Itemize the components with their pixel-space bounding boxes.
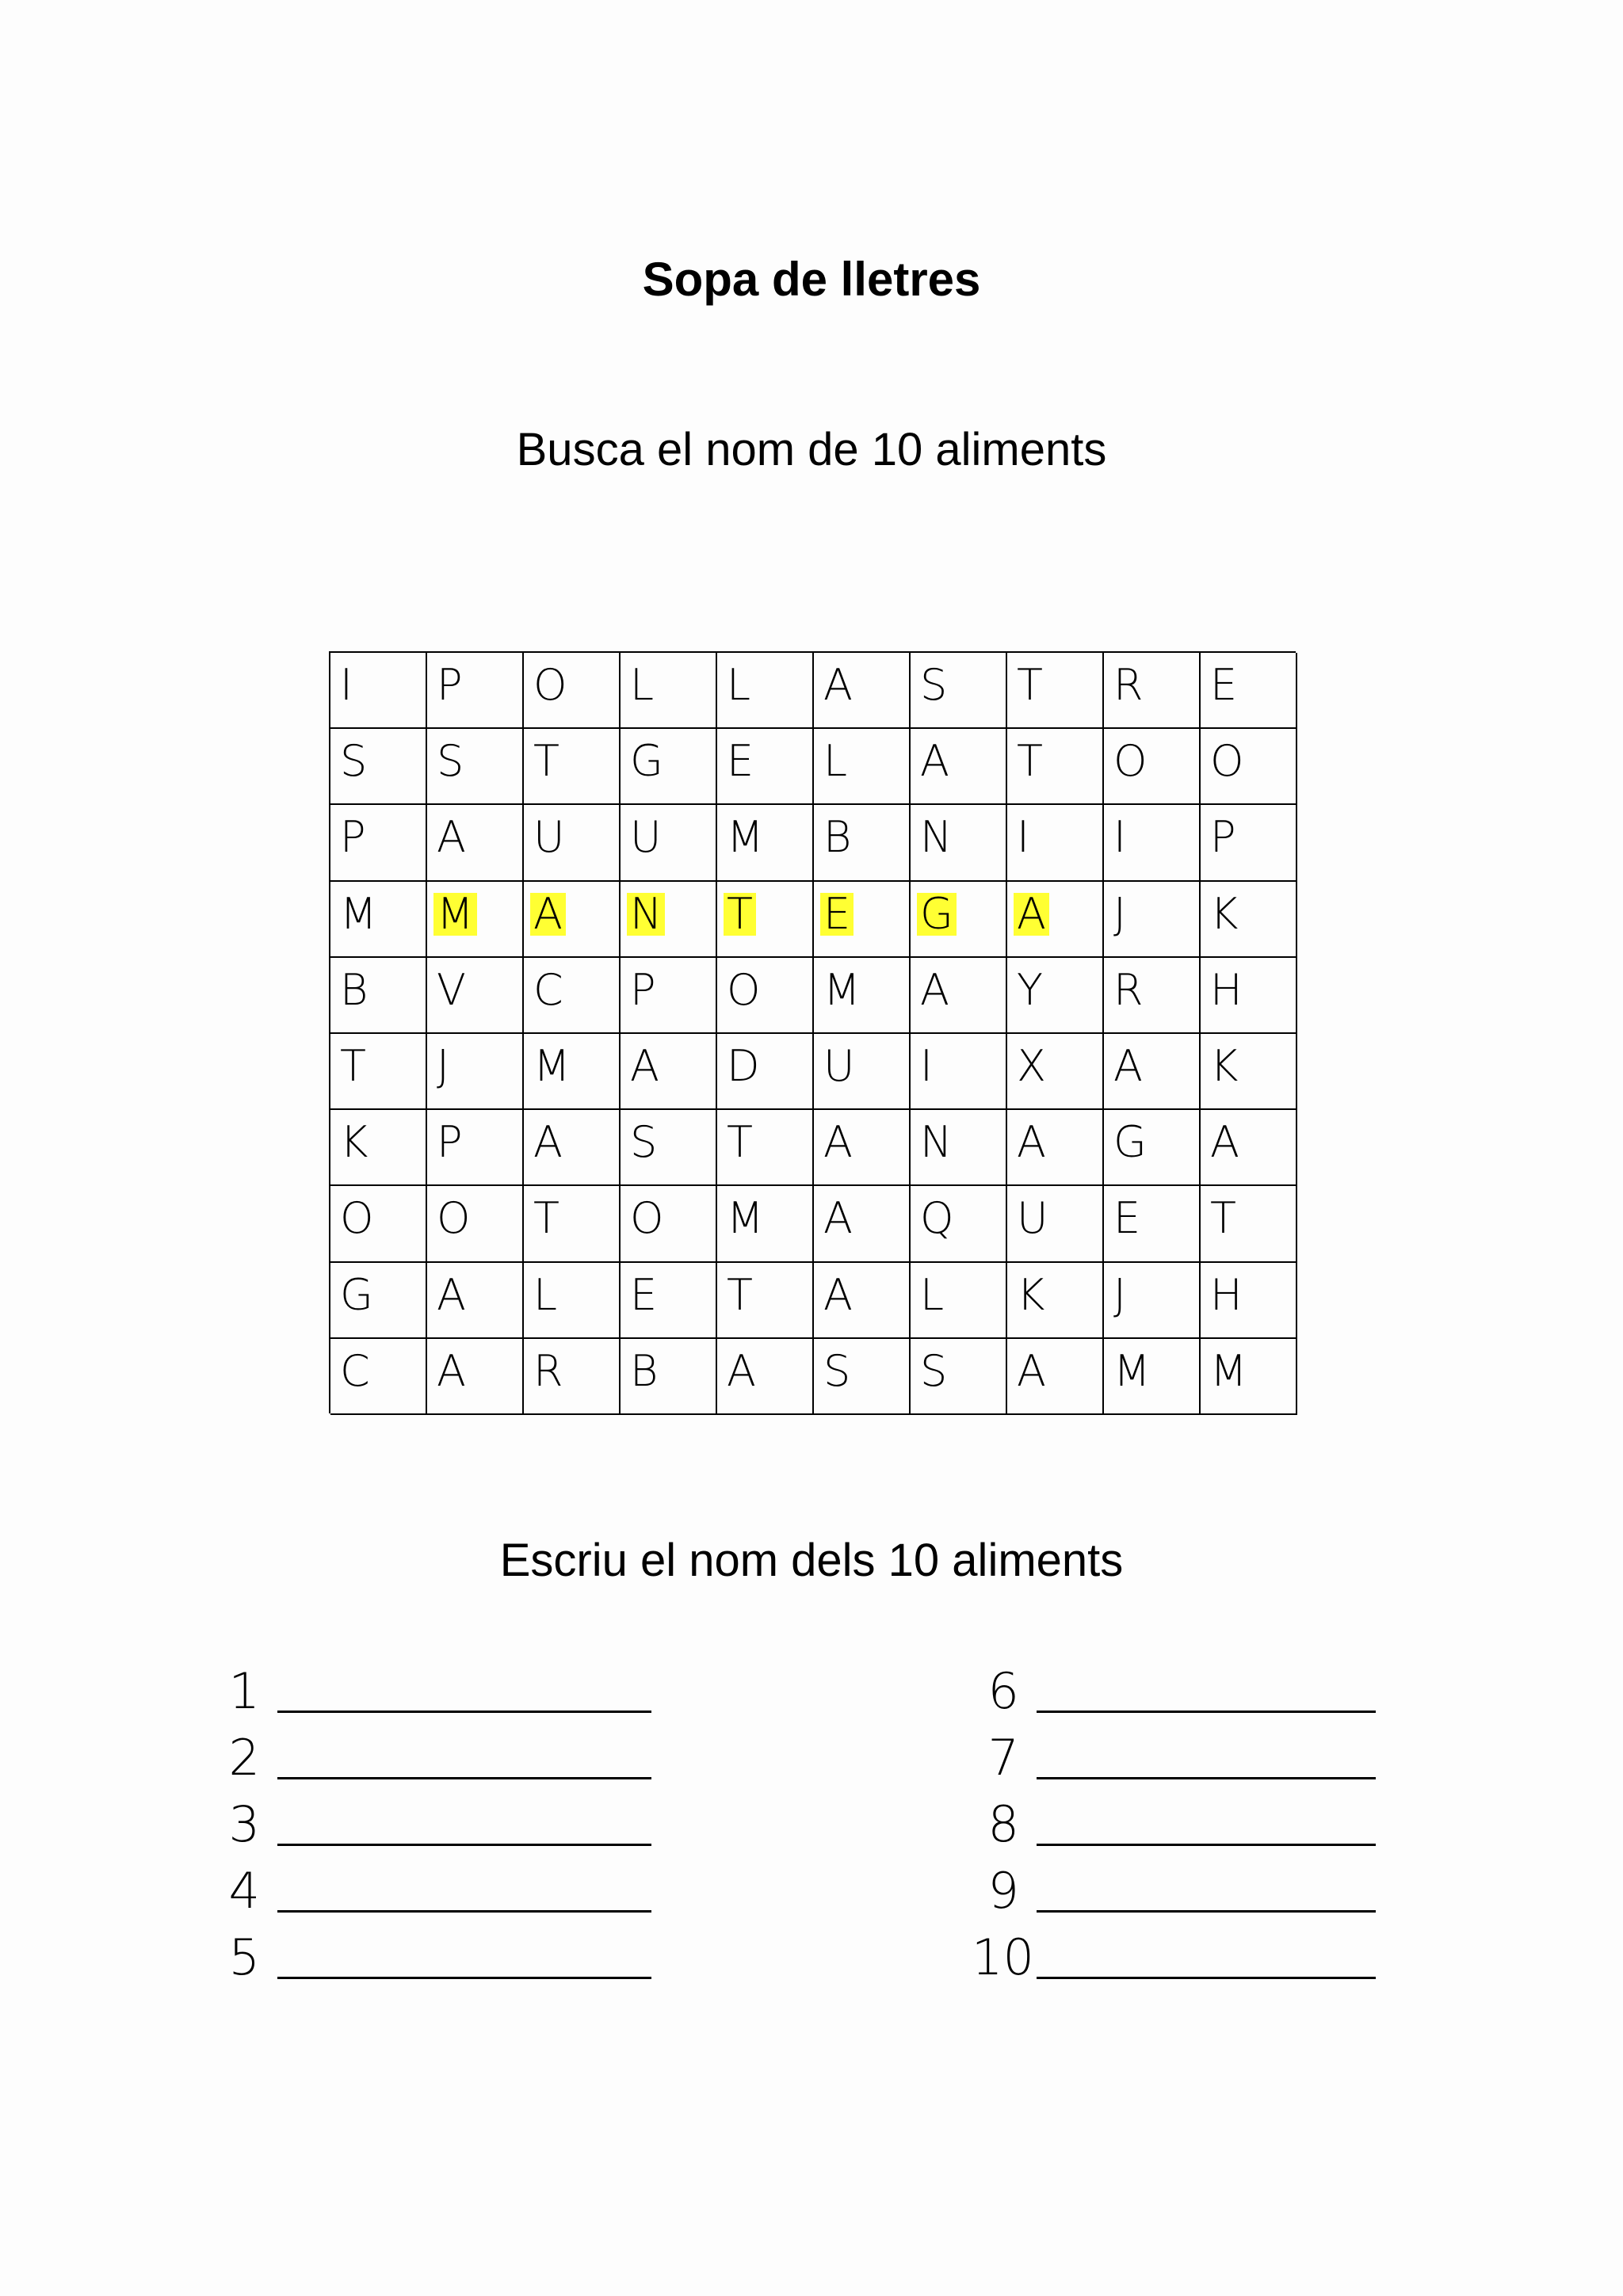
answer-item: [212, 1919, 651, 1986]
grid-letter: T: [533, 1193, 559, 1244]
grid-letter: B: [340, 964, 369, 1015]
grid-cell[interactable]: [1007, 1339, 1104, 1415]
answer-number: 2: [228, 1729, 260, 1787]
answer-item: [972, 1786, 1376, 1853]
grid-letter: A: [437, 812, 466, 863]
grid-letter: T: [727, 1269, 753, 1320]
grid-cell[interactable]: [717, 958, 814, 1034]
grid-cell[interactable]: [1007, 1034, 1104, 1110]
grid-cell[interactable]: [717, 1339, 814, 1415]
grid-letter: Q: [920, 1193, 954, 1244]
grid-cell[interactable]: [911, 805, 1007, 881]
worksheet-title: Sopa de lletres: [642, 253, 981, 306]
grid-cell[interactable]: [1007, 1186, 1104, 1262]
grid-cell[interactable]: [1007, 729, 1104, 805]
grid-letter: L: [727, 660, 751, 710]
grid-cell[interactable]: [330, 805, 427, 881]
grid-letter: P: [340, 812, 366, 863]
answer-number: 4: [228, 1862, 260, 1920]
grid-letter: D: [727, 1040, 760, 1091]
grid-letter: E: [727, 736, 754, 787]
grid-cell[interactable]: [621, 1034, 717, 1110]
grid-cell[interactable]: [717, 653, 814, 729]
grid-cell[interactable]: [621, 805, 717, 881]
grid-letter: A: [437, 1269, 466, 1320]
grid-cell[interactable]: [814, 958, 911, 1034]
answer-item: [212, 1786, 651, 1853]
grid-letter: Y: [1017, 964, 1043, 1015]
grid-letter: R: [1113, 660, 1144, 710]
grid-letter: U: [823, 1040, 855, 1091]
grid-cell[interactable]: [330, 1263, 427, 1339]
grid-letter: I: [340, 660, 353, 710]
grid-cell[interactable]: [1201, 958, 1297, 1034]
grid-letter: P: [630, 964, 656, 1015]
grid-cell[interactable]: [814, 805, 911, 881]
grid-letter: A: [1017, 1345, 1046, 1396]
answer-number: 1: [228, 1662, 260, 1720]
answer-number: 8: [987, 1795, 1019, 1853]
grid-cell[interactable]: [621, 1110, 717, 1186]
grid-cell[interactable]: [524, 1186, 621, 1262]
answer-blank-line[interactable]: [277, 1844, 651, 1846]
grid-letter: T: [533, 736, 559, 787]
grid-cell[interactable]: [1201, 1339, 1297, 1415]
grid-cell[interactable]: [330, 729, 427, 805]
grid-cell[interactable]: [717, 1110, 814, 1186]
answer-blank-line[interactable]: [277, 1977, 651, 1979]
grid-letter: S: [920, 1345, 948, 1396]
answer-item: [212, 1719, 651, 1787]
grid-cell[interactable]: [330, 1186, 427, 1262]
grid-letter: L: [920, 1269, 945, 1320]
grid-cell[interactable]: [1104, 805, 1201, 881]
grid-letter: N: [920, 812, 953, 863]
grid-cell[interactable]: [621, 958, 717, 1034]
grid-letter: U: [1017, 1193, 1048, 1244]
grid-cell[interactable]: [427, 653, 524, 729]
grid-cell[interactable]: [1104, 1339, 1201, 1415]
grid-cell[interactable]: [427, 1034, 524, 1110]
answer-item: [972, 1719, 1376, 1787]
grid-letter: K: [1210, 1040, 1239, 1091]
grid-letter: M: [1113, 1345, 1151, 1396]
grid-letter: E: [820, 893, 854, 936]
grid-letter: M: [727, 812, 764, 863]
grid-cell[interactable]: [524, 653, 621, 729]
grid-letter: A: [920, 964, 949, 1015]
grid-letter: N: [627, 893, 665, 936]
grid-cell[interactable]: [1007, 1263, 1104, 1339]
answer-blank-line[interactable]: [277, 1711, 651, 1713]
grid-cell[interactable]: [1104, 1110, 1201, 1186]
grid-letter: T: [1017, 736, 1043, 787]
grid-letter: V: [437, 964, 466, 1015]
grid-letter: L: [630, 660, 655, 710]
grid-letter: M: [533, 1040, 571, 1091]
answer-blank-line[interactable]: [1037, 1844, 1376, 1846]
grid-letter: L: [823, 736, 848, 787]
grid-letter: A: [1113, 1040, 1143, 1091]
grid-cell[interactable]: [814, 1034, 911, 1110]
answer-blank-line[interactable]: [277, 1777, 651, 1779]
grid-cell[interactable]: [427, 958, 524, 1034]
grid-letter: M: [340, 888, 377, 939]
grid-cell[interactable]: [330, 1034, 427, 1110]
grid-cell[interactable]: [911, 1110, 1007, 1186]
grid-letter: A: [630, 1040, 659, 1091]
grid-letter: B: [630, 1345, 659, 1396]
grid-cell[interactable]: [717, 882, 814, 958]
grid-cell[interactable]: [1104, 958, 1201, 1034]
grid-cell[interactable]: [621, 882, 717, 958]
grid-letter: S: [920, 660, 948, 710]
answer-blank-line[interactable]: [277, 1910, 651, 1913]
grid-letter: G: [340, 1269, 373, 1320]
grid-cell[interactable]: [427, 1186, 524, 1262]
grid-letter: S: [630, 1117, 658, 1168]
grid-cell[interactable]: [814, 1339, 911, 1415]
grid-letter: M: [727, 1193, 764, 1244]
answer-number: 6: [987, 1662, 1019, 1720]
grid-cell[interactable]: [814, 1186, 911, 1262]
grid-letter: O: [1210, 736, 1244, 787]
grid-cell[interactable]: [1201, 805, 1297, 881]
grid-cell[interactable]: [1201, 729, 1297, 805]
grid-letter: B: [823, 812, 852, 863]
grid-letter: A: [823, 1193, 853, 1244]
grid-letter: T: [1210, 1193, 1236, 1244]
grid-cell[interactable]: [621, 653, 717, 729]
answer-number: 5: [228, 1928, 260, 1986]
grid-cell[interactable]: [1201, 1263, 1297, 1339]
grid-cell[interactable]: [1201, 1186, 1297, 1262]
grid-letter: C: [533, 964, 563, 1015]
grid-letter: G: [630, 736, 663, 787]
grid-cell[interactable]: [1201, 1034, 1297, 1110]
grid-letter: K: [1210, 888, 1239, 939]
grid-cell[interactable]: [1104, 1263, 1201, 1339]
grid-cell[interactable]: [1104, 1186, 1201, 1262]
grid-cell[interactable]: [1201, 1110, 1297, 1186]
grid-letter: R: [533, 1345, 563, 1396]
grid-cell[interactable]: [911, 1034, 1007, 1110]
grid-cell[interactable]: [911, 1263, 1007, 1339]
grid-letter: O: [533, 660, 567, 710]
grid-letter: A: [437, 1345, 466, 1396]
grid-cell[interactable]: [330, 958, 427, 1034]
answer-blank-line[interactable]: [1037, 1711, 1376, 1713]
grid-cell[interactable]: [1201, 882, 1297, 958]
grid-letter: A: [1014, 893, 1049, 936]
grid-letter: O: [727, 964, 761, 1015]
grid-letter: K: [1017, 1269, 1045, 1320]
answer-item: [972, 1653, 1376, 1720]
grid-letter: I: [920, 1040, 933, 1091]
grid-letter: A: [823, 660, 853, 710]
grid-letter: T: [727, 1117, 753, 1168]
grid-cell[interactable]: [717, 1263, 814, 1339]
answer-number: 9: [987, 1862, 1019, 1920]
grid-cell[interactable]: [717, 805, 814, 881]
grid-letter: N: [920, 1117, 953, 1168]
answer-blank-line[interactable]: [1037, 1777, 1376, 1779]
instruction-text: Busca el nom de 10 aliments: [516, 424, 1107, 475]
answer-blank-line[interactable]: [1037, 1910, 1376, 1913]
grid-cell[interactable]: [1007, 805, 1104, 881]
grid-cell[interactable]: [911, 729, 1007, 805]
grid-cell[interactable]: [1104, 653, 1201, 729]
grid-cell[interactable]: [717, 1186, 814, 1262]
grid-cell[interactable]: [524, 1263, 621, 1339]
grid-letter: J: [1113, 1269, 1126, 1320]
grid-letter: A: [1017, 1117, 1046, 1168]
grid-cell[interactable]: [427, 1339, 524, 1415]
grid-letter: O: [1113, 736, 1148, 787]
grid-cell[interactable]: [1104, 1034, 1201, 1110]
grid-letter: K: [340, 1117, 369, 1168]
grid-letter: J: [1113, 888, 1126, 939]
grid-cell[interactable]: [427, 1110, 524, 1186]
grid-letter: E: [630, 1269, 658, 1320]
grid-letter: U: [630, 812, 662, 863]
grid-letter: A: [533, 1117, 563, 1168]
grid-cell[interactable]: [524, 1339, 621, 1415]
grid-cell[interactable]: [524, 729, 621, 805]
answer-item: [972, 1919, 1376, 1986]
grid-letter: E: [1113, 1193, 1141, 1244]
grid-letter: G: [1113, 1117, 1147, 1168]
grid-letter: G: [917, 893, 957, 936]
grid-letter: T: [340, 1040, 366, 1091]
grid-letter: M: [823, 964, 861, 1015]
grid-cell[interactable]: [911, 1186, 1007, 1262]
grid-letter: T: [724, 893, 756, 936]
grid-letter: P: [1210, 812, 1236, 863]
grid-cell[interactable]: [717, 729, 814, 805]
grid-letter: T: [1017, 660, 1043, 710]
grid-cell[interactable]: [524, 882, 621, 958]
grid-letter: O: [340, 1193, 374, 1244]
grid-cell[interactable]: [1007, 653, 1104, 729]
grid-letter: I: [1017, 812, 1029, 863]
grid-cell[interactable]: [427, 805, 524, 881]
grid-letter: S: [823, 1345, 851, 1396]
grid-letter: L: [533, 1269, 558, 1320]
answer-number: 10: [972, 1928, 1034, 1986]
grid-letter: S: [340, 736, 368, 787]
grid-letter: A: [823, 1117, 853, 1168]
answer-item: [972, 1852, 1376, 1920]
grid-cell[interactable]: [1104, 729, 1201, 805]
grid-letter: A: [727, 1345, 756, 1396]
grid-letter: H: [1210, 964, 1243, 1015]
grid-cell[interactable]: [1201, 653, 1297, 729]
grid-cell[interactable]: [1007, 882, 1104, 958]
grid-cell[interactable]: [911, 882, 1007, 958]
grid-letter: O: [437, 1193, 471, 1244]
grid-cell[interactable]: [1007, 958, 1104, 1034]
grid-letter: C: [340, 1345, 370, 1396]
grid-cell[interactable]: [814, 1263, 911, 1339]
grid-letter: A: [1210, 1117, 1239, 1168]
grid-letter: A: [530, 893, 566, 936]
grid-cell[interactable]: [814, 882, 911, 958]
grid-letter: E: [1210, 660, 1238, 710]
grid-cell[interactable]: [427, 1263, 524, 1339]
grid-letter: S: [437, 736, 464, 787]
grid-cell[interactable]: [1007, 1110, 1104, 1186]
grid-letter: P: [437, 1117, 463, 1168]
grid-letter: A: [823, 1269, 853, 1320]
grid-cell[interactable]: [330, 882, 427, 958]
grid-cell[interactable]: [814, 729, 911, 805]
answer-blank-line[interactable]: [1037, 1977, 1376, 1979]
grid-letter: X: [1017, 1040, 1046, 1091]
grid-letter: U: [533, 812, 565, 863]
grid-cell[interactable]: [717, 1034, 814, 1110]
grid-cell[interactable]: [621, 729, 717, 805]
grid-cell[interactable]: [330, 653, 427, 729]
grid-letter: J: [437, 1040, 449, 1091]
grid-cell[interactable]: [330, 1339, 427, 1415]
grid-cell[interactable]: [427, 729, 524, 805]
answer-item: [212, 1852, 651, 1920]
grid-cell[interactable]: [621, 1263, 717, 1339]
grid-letter: P: [437, 660, 463, 710]
grid-cell[interactable]: [524, 805, 621, 881]
grid-cell[interactable]: [911, 653, 1007, 729]
grid-letter: M: [433, 893, 477, 936]
grid-letter: M: [1210, 1345, 1247, 1396]
grid-letter: R: [1113, 964, 1144, 1015]
answers-heading: Escriu el nom dels 10 aliments: [499, 1535, 1124, 1586]
grid-letter: O: [630, 1193, 664, 1244]
grid-cell[interactable]: [621, 1186, 717, 1262]
grid-cell[interactable]: [524, 1034, 621, 1110]
grid-cell[interactable]: [911, 1339, 1007, 1415]
grid-cell[interactable]: [524, 958, 621, 1034]
grid-cell[interactable]: [814, 653, 911, 729]
answer-item: [212, 1653, 651, 1720]
answer-number: 3: [228, 1795, 260, 1853]
grid-cell[interactable]: [911, 958, 1007, 1034]
grid-cell[interactable]: [1104, 882, 1201, 958]
word-search-grid: [329, 651, 1296, 1413]
grid-cell[interactable]: [524, 1110, 621, 1186]
grid-cell[interactable]: [427, 882, 524, 958]
grid-cell[interactable]: [814, 1110, 911, 1186]
grid-cell[interactable]: [330, 1110, 427, 1186]
grid-letter: A: [920, 736, 949, 787]
grid-letter: I: [1113, 812, 1126, 863]
answer-number: 7: [987, 1729, 1019, 1787]
grid-cell[interactable]: [621, 1339, 717, 1415]
grid-letter: H: [1210, 1269, 1243, 1320]
